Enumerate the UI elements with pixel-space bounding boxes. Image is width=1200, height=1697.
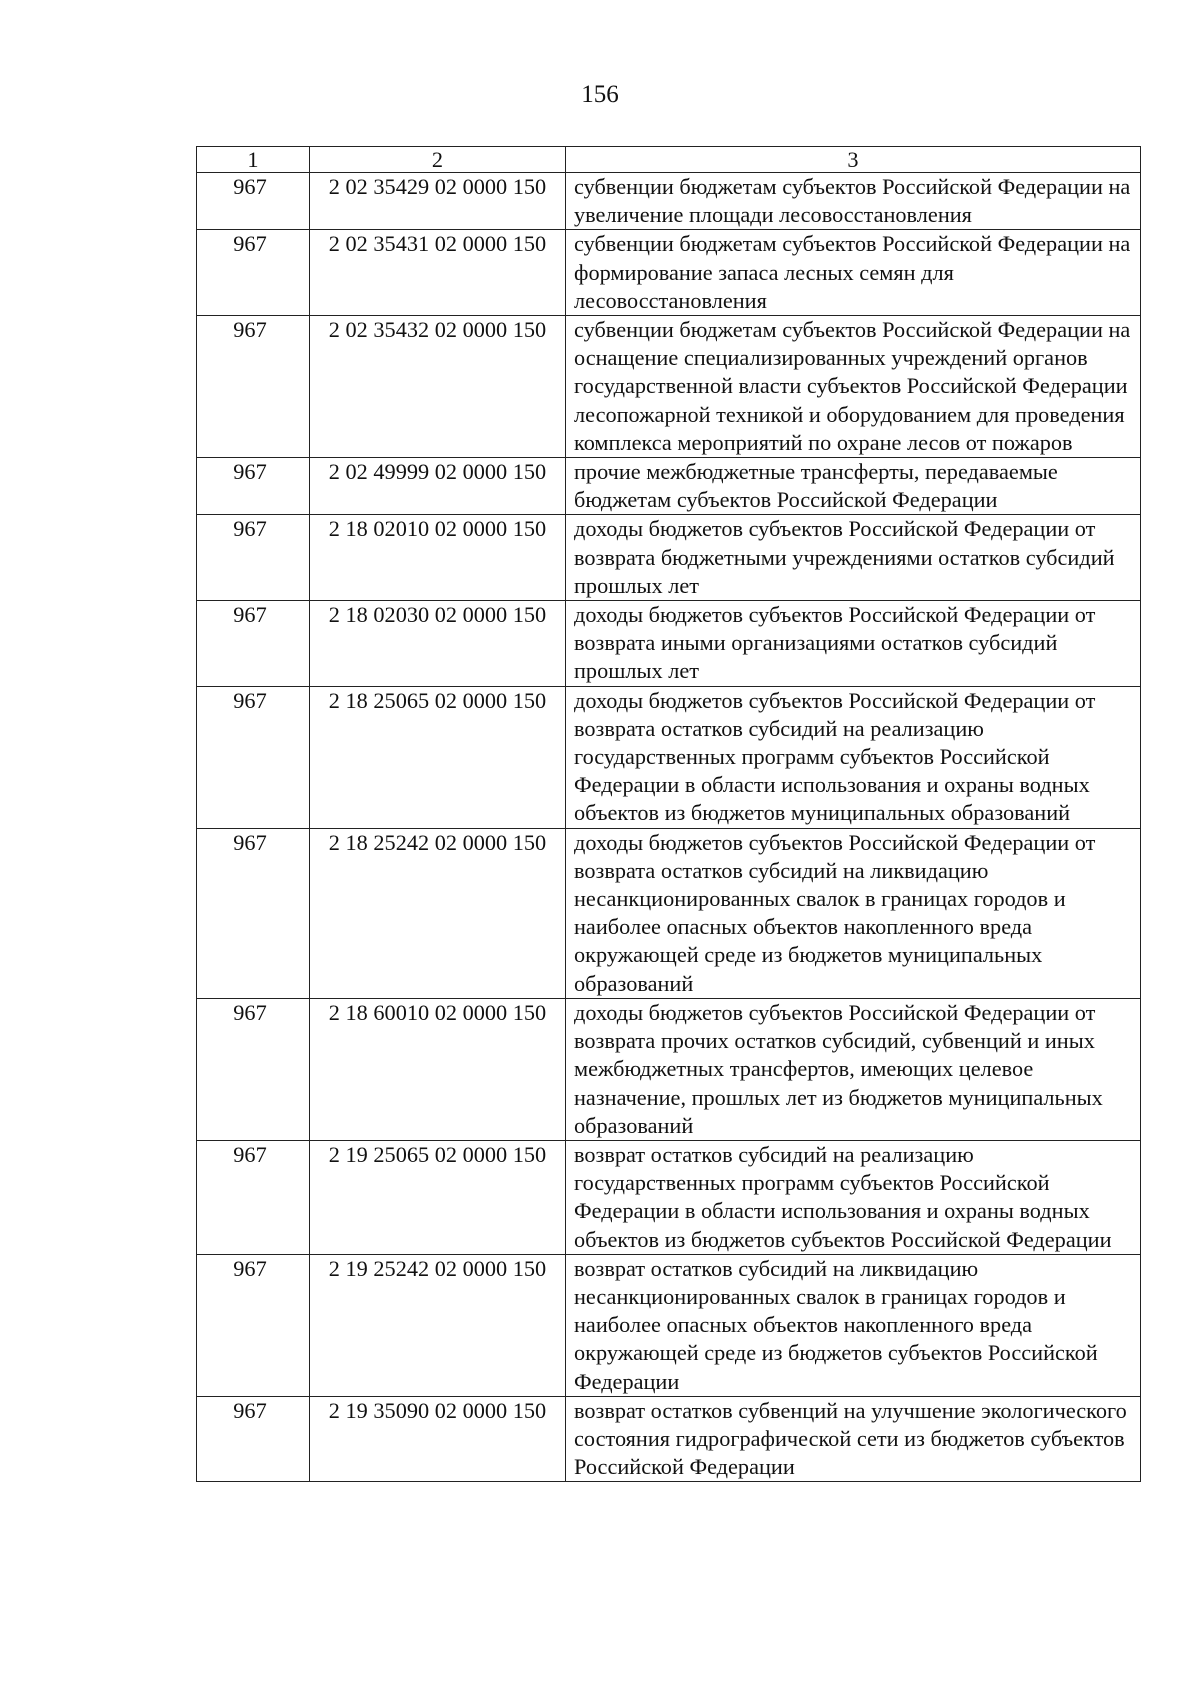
table-row — [197, 1396, 1141, 1482]
budget-code-cell: 2 19 35090 02 0000 150 — [310, 1396, 566, 1482]
table-header-row — [197, 147, 1141, 173]
budget-code-cell: 2 02 35429 02 0000 150 — [310, 173, 566, 230]
admin-code-cell: 967 — [197, 1254, 310, 1396]
description-cell: доходы бюджетов субъектов Российской Федерации от возврата остатков субсидий на ликвидацию несанкционированных свалок в границах городов и наиболее опасных объектов накопленного вреда окружающей среде из бюджетов муниципальных образований — [566, 828, 1141, 998]
budget-code-cell: 2 18 25242 02 0000 150 — [310, 828, 566, 998]
description-cell: субвенции бюджетам субъектов Российской Федерации на оснащение специализированных учреждений органов государственной власти субъектов Российской Федерации лесопожарной техникой и оборудованием для проведения комплекса мероприятий по охране лесов от пожаров — [566, 316, 1141, 458]
description-cell: доходы бюджетов субъектов Российской Федерации от возврата бюджетными учреждениями остатков субсидий прошлых лет — [566, 515, 1141, 601]
budget-code-cell: 2 19 25242 02 0000 150 — [310, 1254, 566, 1396]
description-cell: доходы бюджетов субъектов Российской Федерации от возврата иными организациями остатков субсидий прошлых лет — [566, 601, 1141, 687]
description-cell: субвенции бюджетам субъектов Российской Федерации на формирование запаса лесных семян для лесовосстановления — [566, 230, 1141, 316]
admin-code-cell: 967 — [197, 686, 310, 828]
budget-codes-table — [196, 146, 1141, 1482]
column-header-3: 3 — [566, 147, 1141, 173]
page-number: 156 — [581, 81, 619, 108]
table-row — [197, 998, 1141, 1140]
admin-code-cell: 967 — [197, 230, 310, 316]
budget-code-cell: 2 18 25065 02 0000 150 — [310, 686, 566, 828]
budget-code-cell: 2 02 35431 02 0000 150 — [310, 230, 566, 316]
table-row — [197, 316, 1141, 458]
table-row — [197, 515, 1141, 601]
admin-code-cell: 967 — [197, 998, 310, 1140]
table-row — [197, 230, 1141, 316]
table-row — [197, 1140, 1141, 1254]
description-cell: доходы бюджетов субъектов Российской Федерации от возврата прочих остатков субсидий, субвенций и иных межбюджетных трансфертов, имеющих целевое назначение, прошлых лет из бюджетов муниципальных образований — [566, 998, 1141, 1140]
budget-code-cell: 2 02 35432 02 0000 150 — [310, 316, 566, 458]
table-row — [197, 1254, 1141, 1396]
description-cell: прочие межбюджетные трансферты, передаваемые бюджетам субъектов Российской Федерации — [566, 458, 1141, 515]
description-cell: субвенции бюджетам субъектов Российской Федерации на увеличение площади лесовосстановления — [566, 173, 1141, 230]
budget-code-cell: 2 18 60010 02 0000 150 — [310, 998, 566, 1140]
description-cell: доходы бюджетов субъектов Российской Федерации от возврата остатков субсидий на реализацию государственных программ субъектов Российской Федерации в области использования и охраны водных объектов из бюджетов муниципальных образований — [566, 686, 1141, 828]
table-row — [197, 458, 1141, 515]
admin-code-cell: 967 — [197, 1140, 310, 1254]
budget-code-cell: 2 19 25065 02 0000 150 — [310, 1140, 566, 1254]
column-header-1: 1 — [197, 147, 310, 173]
description-cell: возврат остатков субсидий на ликвидацию несанкционированных свалок в границах городов и наиболее опасных объектов накопленного вреда окружающей среде из бюджетов субъектов Российской Федерации — [566, 1254, 1141, 1396]
budget-code-cell: 2 02 49999 02 0000 150 — [310, 458, 566, 515]
table-row — [197, 601, 1141, 687]
admin-code-cell: 967 — [197, 316, 310, 458]
admin-code-cell: 967 — [197, 458, 310, 515]
admin-code-cell: 967 — [197, 515, 310, 601]
admin-code-cell: 967 — [197, 1396, 310, 1482]
admin-code-cell: 967 — [197, 173, 310, 230]
budget-code-cell: 2 18 02030 02 0000 150 — [310, 601, 566, 687]
budget-code-cell: 2 18 02010 02 0000 150 — [310, 515, 566, 601]
table-row — [197, 686, 1141, 828]
column-header-2: 2 — [310, 147, 566, 173]
table-row — [197, 173, 1141, 230]
admin-code-cell: 967 — [197, 601, 310, 687]
table-row — [197, 828, 1141, 998]
description-cell: возврат остатков субсидий на реализацию государственных программ субъектов Российской Федерации в области использования и охраны водных объектов из бюджетов субъектов Российской Федерации — [566, 1140, 1141, 1254]
admin-code-cell: 967 — [197, 828, 310, 998]
description-cell: возврат остатков субвенций на улучшение экологического состояния гидрографической сети из бюджетов субъектов Российской Федерации — [566, 1396, 1141, 1482]
